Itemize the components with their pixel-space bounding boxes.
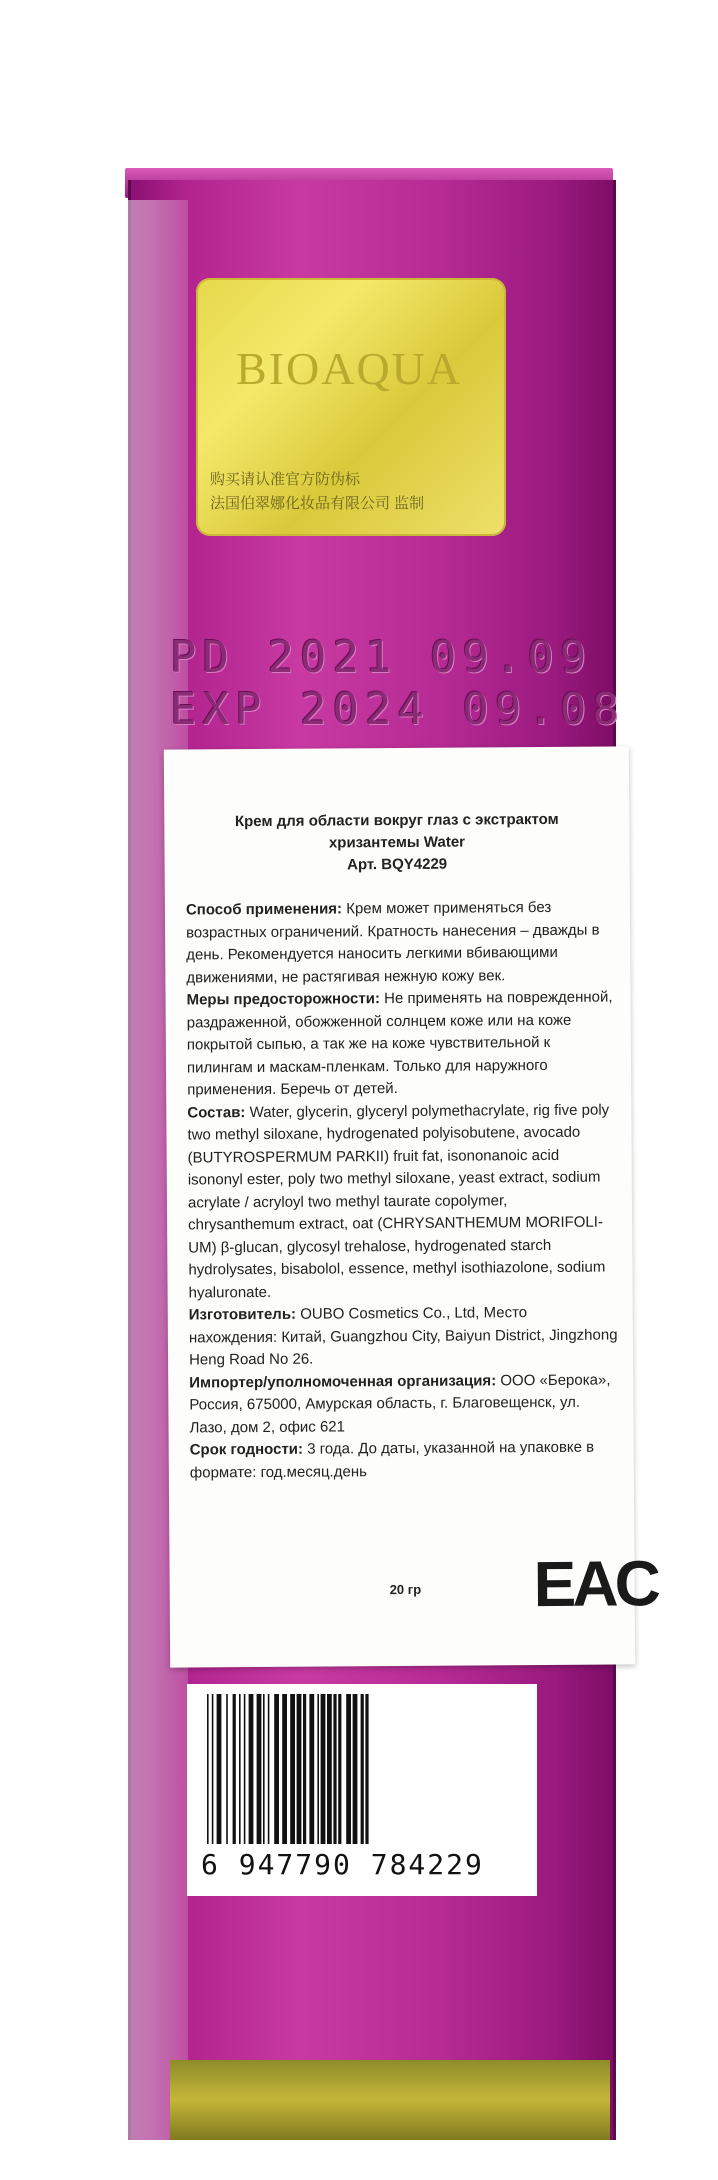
barcode-number: 6 947790 784229 <box>201 1848 484 1881</box>
product-label <box>164 746 658 1667</box>
barcode-bar <box>257 1694 262 1844</box>
barcode-bar <box>333 1694 336 1844</box>
barcode-bar <box>268 1694 270 1844</box>
importer-heading: Импортер/уполномоченная организация: <box>189 1371 497 1391</box>
precautions-heading: Меры предосторожности: <box>186 990 380 1009</box>
barcode-bar <box>226 1694 228 1844</box>
importer-section <box>189 1369 619 1440</box>
barcode-bar <box>361 1694 364 1844</box>
composition-heading: Состав: <box>187 1103 246 1121</box>
barcode-bar <box>212 1694 214 1844</box>
label-body <box>186 896 620 1484</box>
barcode-bar <box>317 1694 319 1844</box>
net-weight: 20 гр <box>389 1581 422 1598</box>
barcode-bar <box>239 1694 241 1844</box>
title-line-2: хризантемы Water <box>328 833 466 852</box>
box-bottom-gold-band <box>170 2060 610 2140</box>
label-title <box>164 808 629 877</box>
barcode-bar <box>353 1694 358 1844</box>
sticker-line-1: 购买请认准官方防伪标 <box>210 471 361 488</box>
barcode-bar <box>282 1694 287 1844</box>
barcode-bar <box>233 1694 236 1844</box>
usage-section <box>186 896 617 989</box>
manufacturer-text: OUBO Cosmetics Co., Ltd, Место нахождения: Китай, Guangzhou City, Baiyun District, Jingzhong Heng Road No 26. <box>188 1304 618 1369</box>
barcode-bars <box>201 1694 526 1844</box>
usage-heading: Способ применения: <box>185 900 343 919</box>
barcode-bar <box>217 1694 222 1844</box>
manufacturer-heading: Изготовитель: <box>188 1305 297 1324</box>
eac-mark: EAC <box>533 1547 658 1621</box>
hologram-sticker <box>196 278 506 536</box>
precautions-section <box>186 986 617 1101</box>
title-article: Арт. BQY4229 <box>347 855 448 874</box>
barcode-bar <box>365 1694 368 1844</box>
barcode-bar <box>297 1694 302 1844</box>
barcode-bar <box>321 1694 326 1844</box>
shelf-life-section <box>190 1436 620 1484</box>
barcode-bar <box>290 1694 295 1844</box>
precautions-text: Не применять на поврежденной, раздраженной, обожженной солнцем коже или на коже покрытой сыпью, а так же на коже чувствительной к пилингам и маскам-пленкам. Только для наружного применения. Беречь от детей. <box>186 988 613 1099</box>
barcode-bar <box>346 1694 351 1844</box>
barcode-bar <box>244 1694 246 1844</box>
barcode-bar <box>274 1694 279 1844</box>
embossed-date-2: EXP 2024 09.08 <box>170 684 625 735</box>
importer-text: ООО «Берока», Россия, 675000, Амурская область, г. Благовещенск, ул. Лазо, дом 2, офис 621 <box>189 1371 611 1436</box>
composition-text: Water, glycerin, glyceryl polymethacrylate, rig five poly two methyl siloxane, hydrogenated polyisobutene, avocado (BUTYROSPERMUM PARKII) fruit fat, isononanoic acid isononyl ester, poly two methyl siloxane, yeast extract, sodium acrylate / acryloyl two methyl taurate copolymer, chrysanthemum extract, oat (CHRYSANTHEMUM MORIFOLI-UM) β-glucan, glycosyl trehalose, hydrogenated starch hydrolysates, bisabolol, essence, methyl isothiazolone, sodium hyaluronate. <box>187 1101 610 1301</box>
sticker-brand: BIOAQUA <box>236 343 463 394</box>
title-line-1: Крем для области вокруг глаз с экстрактом <box>234 810 559 831</box>
barcode-bar <box>207 1694 209 1844</box>
embossed-date-1: PD 2021 09.09 <box>170 632 593 683</box>
shelf-life-heading: Срок годности: <box>189 1440 304 1459</box>
barcode-bar <box>338 1694 341 1844</box>
manufacturer-section <box>189 1301 619 1372</box>
barcode-bar <box>309 1694 314 1844</box>
barcode-bar <box>249 1694 254 1844</box>
barcode-label <box>187 1684 537 1896</box>
composition-section <box>187 1099 618 1304</box>
barcode-bar <box>327 1694 332 1844</box>
usage-text: Крем может применяться без возрастных ограничений. Кратность нанесения – дважды в день. Рекомендуется наносить легкими вбивающими движениями, не растягивая нежную кожу век. <box>186 898 600 986</box>
barcode-bar <box>263 1694 265 1844</box>
shelf-life-text: 3 года. До даты, указанной на упаковке в формате: год.месяц.день <box>189 1438 595 1481</box>
barcode-bar <box>303 1694 306 1844</box>
sticker-line-2: 法国伯翠娜化妆品有限公司 监制 <box>210 495 425 512</box>
